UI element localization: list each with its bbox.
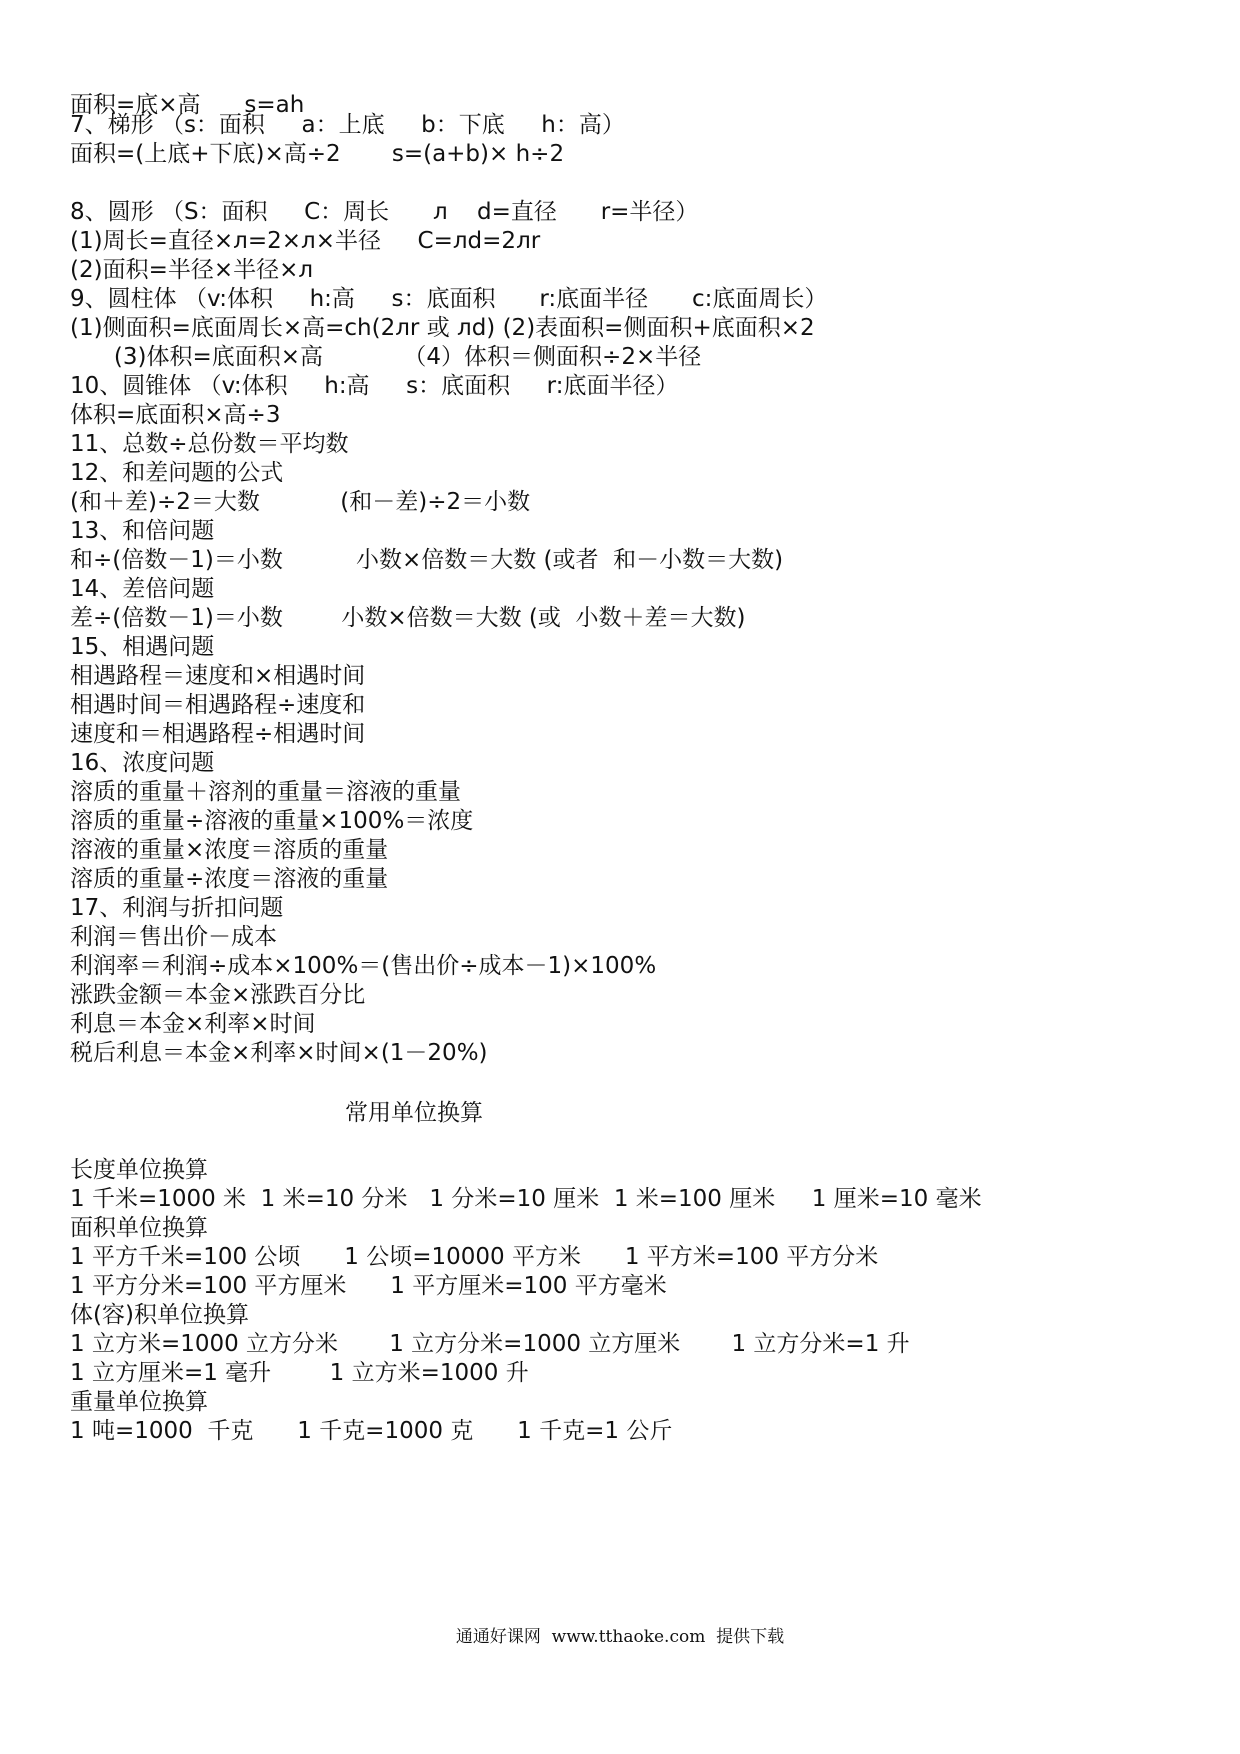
text-line: 溶质的重量＋溶剂的重量＝溶液的重量	[70, 779, 461, 805]
text-line: 重量单位换算	[70, 1389, 208, 1415]
text-line: 涨跌金额＝本金×涨跌百分比	[70, 982, 366, 1008]
text-line: 利润＝售出价－成本	[70, 924, 277, 950]
text-line: 利息＝本金×利率×时间	[70, 1011, 316, 1037]
text-line: 1 立方米=1000 立方分米 1 立方分米=1000 立方厘米 1 立方分米=1 升	[70, 1331, 910, 1357]
text-line: (和＋差)÷2＝大数 (和－差)÷2＝小数	[70, 489, 531, 515]
text-line: 面积单位换算	[70, 1215, 208, 1241]
text-line: 9、圆柱体 （v:体积 h:高 s：底面积 r:底面半径 c:底面周长）	[70, 286, 828, 312]
text-line: 面积=(上底+下底)×高÷2 s=(a+b)× h÷2	[70, 141, 565, 167]
text-line: 8、圆形 （S：面积 C：周长 л d=直径 r=半径）	[70, 199, 699, 225]
text-line: 体积=底面积×高÷3	[70, 402, 281, 428]
text-line: (1)周长=直径×л=2×л×半径 C=лd=2лr	[70, 228, 541, 254]
text-line: 14、差倍问题	[70, 576, 215, 602]
text-line: 16、浓度问题	[70, 750, 215, 776]
text-line: 1 平方分米=100 平方厘米 1 平方厘米=100 平方毫米	[70, 1273, 667, 1299]
text-line: 相遇路程＝速度和×相遇时间	[70, 663, 366, 689]
text-line: 溶质的重量÷浓度＝溶液的重量	[70, 866, 389, 892]
text-line: 17、利润与折扣问题	[70, 895, 284, 921]
text-line: 体(容)积单位换算	[70, 1302, 249, 1328]
page-footer: 通通好课网 www.tthaoke.com 提供下载	[455, 1627, 785, 1647]
text-line: 税后利息＝本金×利率×时间×(1－20%)	[70, 1040, 488, 1066]
text-line: 1 平方千米=100 公顷 1 公顷=10000 平方米 1 平方米=100 平方分米	[70, 1244, 879, 1270]
text-line: 速度和＝相遇路程÷相遇时间	[70, 721, 366, 747]
text-line: 溶液的重量×浓度＝溶质的重量	[70, 837, 389, 863]
text-line: 7、梯形 （s：面积 a：上底 b：下底 h：高）	[70, 112, 625, 138]
text-line: 和÷(倍数－1)＝小数 小数×倍数＝大数 (或者 和－小数＝大数)	[70, 547, 784, 573]
text-line: 差÷(倍数－1)＝小数 小数×倍数＝大数 (或 小数＋差＝大数)	[70, 605, 746, 631]
text-line: 10、圆锥体 （v:体积 h:高 s：底面积 r:底面半径）	[70, 373, 679, 399]
section-title: 常用单位换算	[345, 1100, 483, 1126]
text-line: (1)侧面积=底面周长×高=ch(2лr 或 лd) (2)表面积=侧面积+底面积×2	[70, 315, 815, 341]
text-line: 1 吨=1000 千克 1 千克=1000 克 1 千克=1 公斤	[70, 1418, 673, 1444]
text-line: 利润率＝利润÷成本×100%＝(售出价÷成本－1)×100%	[70, 953, 657, 979]
text-line: (3)体积=底面积×高 （4）体积＝侧面积÷2×半径	[70, 344, 702, 370]
text-line: 1 立方厘米=1 毫升 1 立方米=1000 升	[70, 1360, 529, 1386]
text-line: (2)面积=半径×半径×л	[70, 257, 314, 283]
text-line: 15、相遇问题	[70, 634, 215, 660]
text-line: 长度单位换算	[70, 1157, 208, 1183]
text-line: 11、总数÷总份数＝平均数	[70, 431, 349, 457]
text-line: 溶质的重量÷溶液的重量×100%＝浓度	[70, 808, 474, 834]
text-line: 12、和差问题的公式	[70, 460, 284, 486]
text-line: 1 千米=1000 米 1 米=10 分米 1 分米=10 厘米 1 米=100 厘米 1 厘米=10 毫米	[70, 1186, 982, 1212]
text-line: 面积=底×高 s=ah	[70, 92, 305, 118]
text-line: 相遇时间＝相遇路程÷速度和	[70, 692, 366, 718]
text-line: 13、和倍问题	[70, 518, 215, 544]
